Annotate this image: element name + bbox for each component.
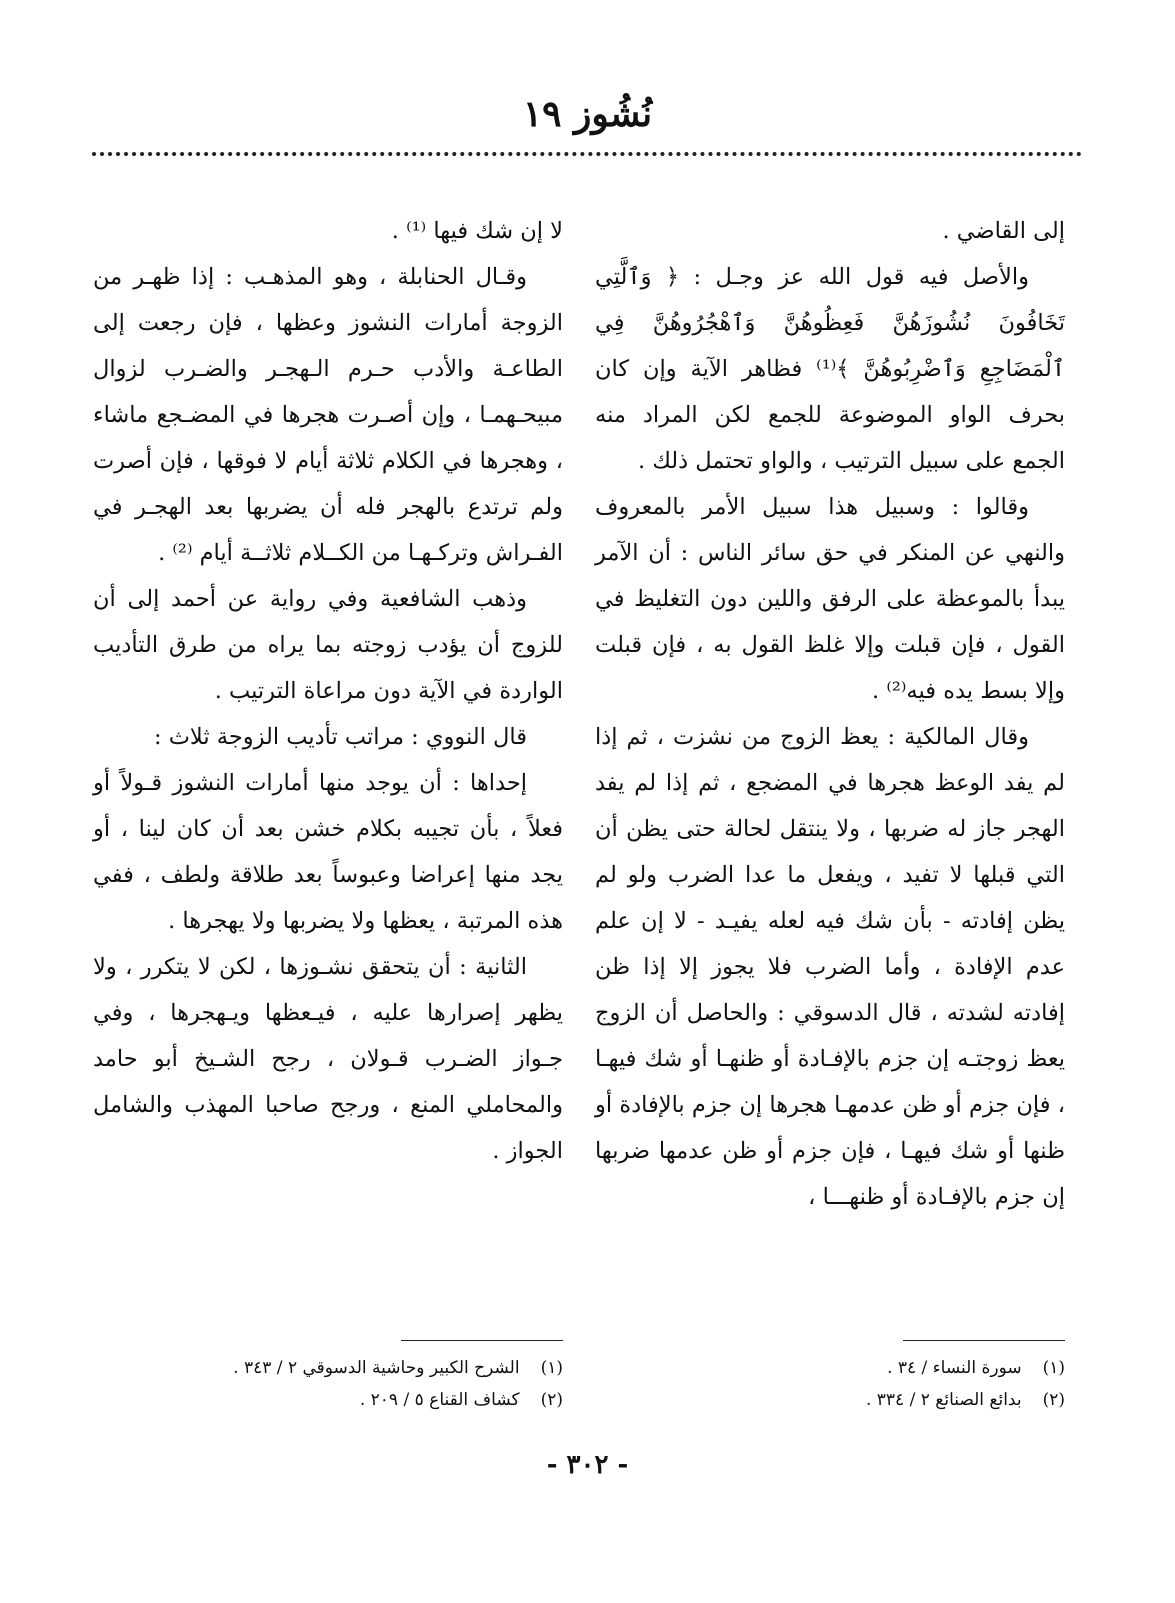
footnote-number: (١) — [1042, 1358, 1065, 1378]
paragraph: وذهب الشافعية وفي رواية عن أحمد إلى أن للزوج أن يؤدب زوجته بما يراه من طرق التأديب الواردة في الآية دون مراعاة الترتيب . — [93, 586, 563, 704]
page-number: - ٣٠٢ - — [546, 1450, 629, 1480]
footnotes-right — [595, 1352, 1065, 1416]
paragraph: لا إن شك فيها ⁽¹⁾ . — [391, 218, 563, 244]
paragraph: الثانية : أن يتحقق نشـوزها ، لكن لا يتكرر ، ولا يظهر إصرارها عليه ، فيـعظها ويـهجرها ، وفي جـواز الضـرب قـولان ، رجح الشـيخ أبو حامد والمحاملي المنع ، ورجح صاحبا المهذب والشامل الجواز . — [93, 954, 563, 1164]
paragraph: وقال المالكية : يعظ الزوج من نشزت ، ثم إذا لم يفد الوعظ هجرها في المضجع ، ثم إذا لم يفد الهجر جاز له ضربها ، ولا ينتقل لحالة حتى يظن أن التي قبلها لا تفيد ، ويفعل ما عدا الضرب ولو لم يظن إفادته - بأن شك فيه لعله يفيـد - لا إن علم عدم الإفادة ، وأما الضرب فلا يجوز إلا إذا ظن إفادته لشدته ، قال الدسوقي : والحاصل أن الزوج يعظ زوجتـه إن جزم بالإفـادة أو ظنهـا أو شك فيهـا ، فإن جزم أو ظن عدمهـا هجرها إن جزم بالإفادة أو ظنها أو شك فيهـا ، فإن جزم أو ظن عدمها ضربها إن جزم بالإفـادة أو ظنهـــا ، — [595, 724, 1065, 1210]
page-title: نُشُوز ١٩ — [522, 93, 653, 135]
paragraph: وقـال الحنابلة ، وهو المذهـب : إذا ظهـر من الزوجة أمارات النشوز وعظها ، فإن رجعت إلى الطاعـة والأدب حـرم الـهجـر والضـرب لزوال مبيحـهمـا ، وإن أصـرت هجرها في المضـجع ماشاء ، وهجرها في الكلام ثلاثة أيام لا فوقها ، فإن أصرت ولم ترتدع بالهجر فله أن يضربها بعد الهجـر في الفـراش وتركـهـا من الكــلام ثلاثــة أيام ⁽²⁾ . — [93, 264, 563, 566]
right-text-column — [595, 208, 1065, 1220]
footnote-number: (١) — [540, 1358, 563, 1378]
header-dotted-divider — [92, 152, 1082, 156]
paragraph: وقالوا : وسبيل هذا سبيل الأمر بالمعروف والنهي عن المنكر في حق سائر الناس : أن الآمر يبدأ بالموعظة على الرفق واللين دون التغليظ في القول ، فإن قبلت وإلا غلظ القول به ، فإن قبلت وإلا بسط يده فيه⁽²⁾ . — [595, 494, 1065, 704]
footnote-text: سورة النساء / ٣٤ . — [887, 1358, 1022, 1378]
footnote-text: كشاف القناع ٥ / ٢٠٩ . — [359, 1390, 520, 1410]
footnote — [93, 1384, 563, 1416]
paragraph: والأصل فيه قول الله عز وجـل : ﴿ وَٱلَّتِي تَخَافُونَ نُشُوزَهُنَّ فَعِظُوهُنَّ وَٱهْجُرُوهُنَّ فِي ٱلْمَضَاجِعِ وَٱضْرِبُوهُنَّ ﴾⁽¹⁾ فظاهر الآية وإن كان بحرف الواو الموضوعة للجمع لكن المراد منه الجمع على سبيل الترتيب ، والواو تحتمل ذلك . — [595, 264, 1066, 474]
footnote-text: الشرح الكبير وحاشية الدسوقي ٢ / ٣٤٣ . — [233, 1358, 520, 1378]
footnote — [595, 1384, 1065, 1416]
footnote — [93, 1352, 563, 1384]
footnote-divider — [401, 1340, 563, 1341]
footnote-number: (٢) — [540, 1390, 563, 1410]
footnote-number: (٢) — [1042, 1390, 1065, 1410]
paragraph: إحداها : أن يوجد منها أمارات النشوز قـولاً أو فعلاً ، بأن تجيبه بكلام خشن بعد أن كان لينا ، أو يجد منها إعراضا وعبوساً بعد طلاقة ولطف ، ففي هذه المرتبة ، يعظها ولا يضربها ولا يهجرها . — [93, 770, 563, 934]
paragraph: إلى القاضي . — [942, 218, 1065, 244]
left-text-column — [93, 208, 563, 1174]
footnotes-left — [93, 1352, 563, 1416]
footnote-text: بدائع الصنائع ٢ / ٣٣٤ . — [865, 1390, 1022, 1410]
footnote — [595, 1352, 1065, 1384]
footnote-divider — [903, 1340, 1065, 1341]
paragraph: قال النووي : مراتب تأديب الزوجة ثلاث : — [154, 724, 527, 750]
